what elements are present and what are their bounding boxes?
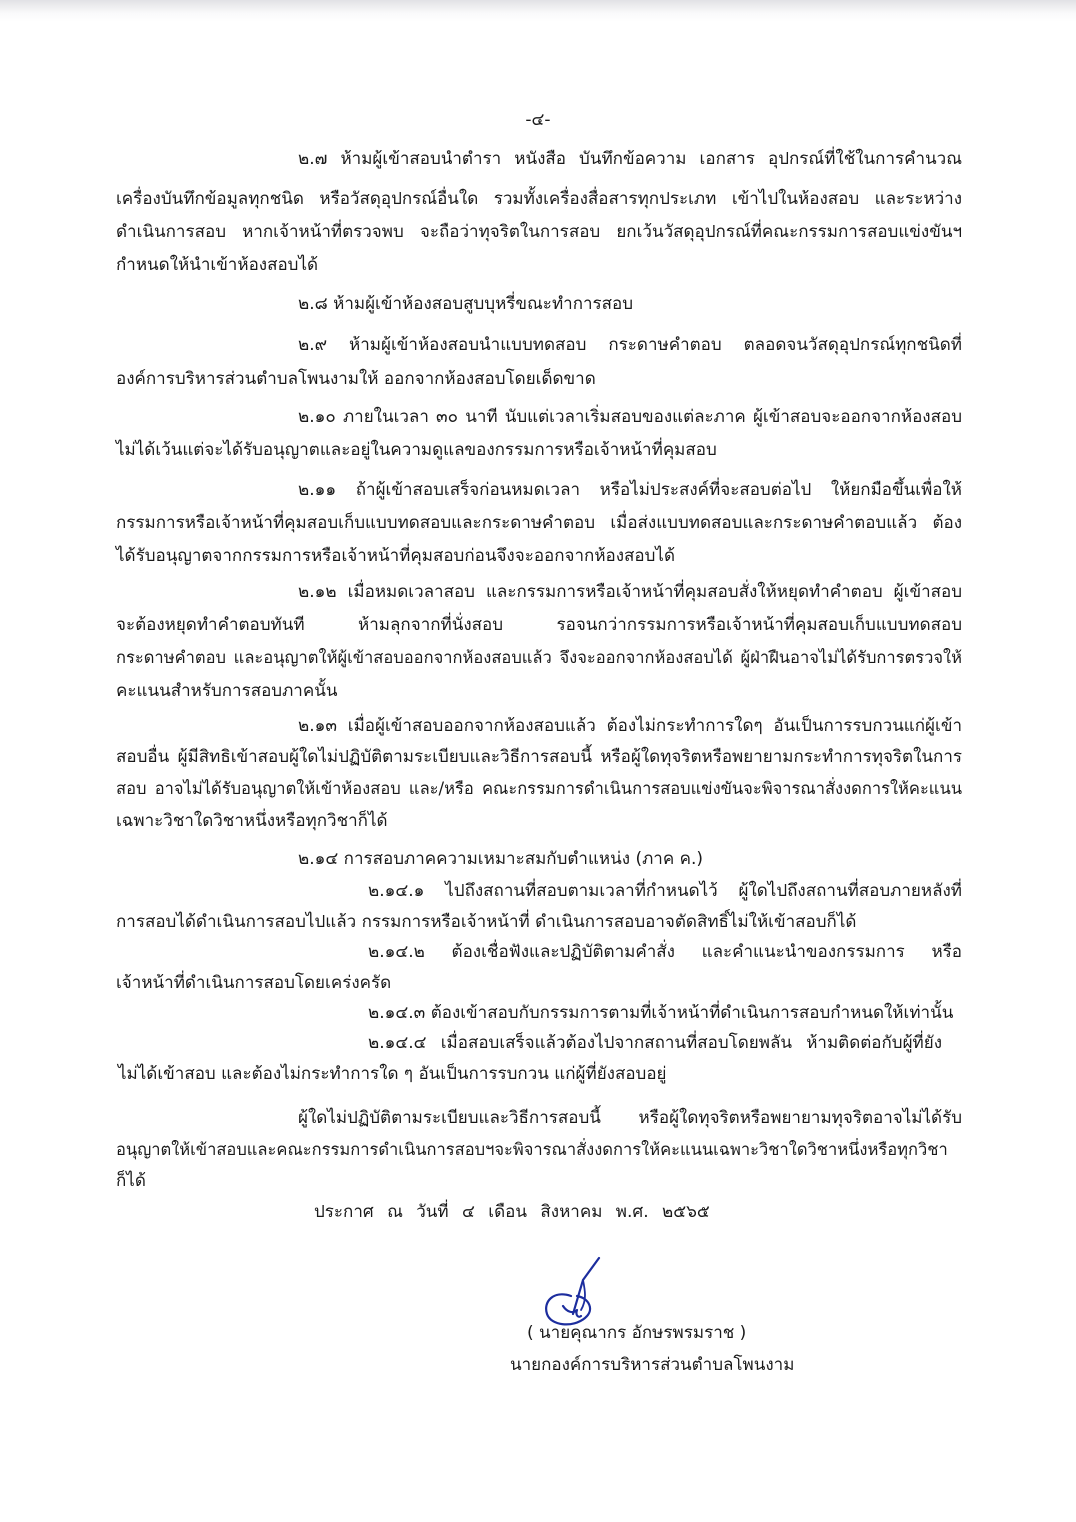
para-2-9-line-1: ๒.๙ ห้ามผู้เข้าห้องสอบนำแบบทดสอบ กระดาษคำตอบ ตลอดจนวัสดุอุปกรณ์ทุกชนิดที่	[298, 335, 962, 355]
announcement-date: ประกาศ ณ วันที่ ๔ เดือน สิงหาคม พ.ศ. ๒๕๖๕	[314, 1202, 710, 1222]
para-2-13-line-4: เฉพาะวิชาใดวิชาหนึ่งหรือทุกวิชาก็ได้	[116, 811, 388, 831]
para-2-9-line-2: องค์การบริหารส่วนตำบลโพนงามให้ ออกจากห้องสอบโดยเด็ดขาด	[116, 369, 596, 389]
para-2-12-line-4: คะแนนสำหรับการสอบภาคนั้น	[116, 681, 338, 701]
para-2-14-4-line-2: ไม่ได้เข้าสอบ และต้องไม่กระทำการใด ๆ อันเป็นการรบกวน แก่ผู้ที่ยังสอบอยู่	[118, 1064, 667, 1084]
para-2-7-line-1: ๒.๗ ห้ามผู้เข้าสอบนำตำรา หนังสือ บันทึกข้อความ เอกสาร อุปกรณ์ที่ใช้ในการคำนวณ	[298, 149, 962, 169]
para-2-13-line-2: สอบอื่น ผู้มีสิทธิเข้าสอบผู้ใดไม่ปฏิบัติตามระเบียบและวิธีการสอบนี้ หรือผู้ใดทุจริตหรือพยายามกระทำการทุจริตในการ	[116, 747, 962, 767]
para-2-8-line-1: ๒.๘ ห้ามผู้เข้าห้องสอบสูบบุหรี่ขณะทำการสอบ	[298, 294, 634, 314]
para-2-7-line-3: ดำเนินการสอบ หากเจ้าหน้าที่ตรวจพบ จะถือว่าทุจริตในการสอบ ยกเว้นวัสดุอุปกรณ์ที่คณะกรรมการสอบแข่งขันฯ	[116, 222, 962, 242]
para-2-11-line-1: ๒.๑๑ ถ้าผู้เข้าสอบเสร็จก่อนหมดเวลา หรือไม่ประสงค์ที่จะสอบต่อไป ให้ยกมือขึ้นเพื่อให้	[298, 480, 962, 500]
para-2-14-3-line-1: ๒.๑๔.๓ ต้องเข้าสอบกับกรรมการตามที่เจ้าหน้าที่ดำเนินการสอบกำหนดให้เท่านั้น	[368, 1003, 954, 1023]
para-2-14-1-line-2: การสอบได้ดำเนินการสอบไปแล้ว กรรมการหรือเจ้าหน้าที่ ดำเนินการสอบอาจตัดสิทธิ์ไม่ให้เข้าสอบก็ได้	[116, 912, 857, 932]
para-2-14-2-line-2: เจ้าหน้าที่ดำเนินการสอบโดยเคร่งครัด	[116, 973, 392, 993]
para-2-14-4-line-1: ๒.๑๔.๔ เมื่อสอบเสร็จแล้วต้องไปจากสถานที่สอบโดยพลัน ห้ามติดต่อกับผู้ที่ยัง	[368, 1033, 942, 1053]
para-2-11-line-2: กรรมการหรือเจ้าหน้าที่คุมสอบเก็บแบบทดสอบและกระดาษคำตอบ เมื่อส่งแบบทดสอบและกระดาษคำตอบแล้ว ต้อง	[116, 513, 962, 533]
para-2-7-line-4: กำหนดให้นำเข้าห้องสอบได้	[116, 255, 319, 275]
para-2-12-line-3: กระดาษคำตอบ และอนุญาตให้ผู้เข้าสอบออกจากห้องสอบแล้ว จึงจะออกจากห้องสอบได้ ผู้ฝ่าฝืนอาจไม่ได้รับการตรวจให้	[116, 648, 962, 667]
para-2-13-line-3: สอบ อาจไม่ได้รับอนุญาตให้เข้าห้องสอบ และ/หรือ คณะกรรมการดำเนินการสอบแข่งขันจะพิจารณาสั่งงดการให้คะแนน	[116, 779, 962, 798]
closing-para-line-1: ผู้ใดไม่ปฏิบัติตามระเบียบและวิธีการสอบนี้ หรือผู้ใดทุจริตหรือพยายามทุจริตอาจไม่ได้รับ	[298, 1108, 962, 1128]
para-2-13-line-1: ๒.๑๓ เมื่อผู้เข้าสอบออกจากห้องสอบแล้ว ต้องไม่กระทำการใดๆ อันเป็นการรบกวนแก่ผู้เข้า	[298, 716, 962, 736]
para-2-14-2-line-1: ๒.๑๔.๒ ต้องเชื่อฟังและปฏิบัติตามคำสั่ง และคำแนะนำของกรรมการ หรือ	[368, 942, 962, 962]
para-2-12-line-1: ๒.๑๒ เมื่อหมดเวลาสอบ และกรรมการหรือเจ้าหน้าที่คุมสอบสั่งให้หยุดทำคำตอบ ผู้เข้าสอบ	[298, 582, 962, 602]
scan-edge	[0, 0, 1076, 22]
closing-para-line-2: อนุญาตให้เข้าสอบและคณะกรรมการดำเนินการสอบฯจะพิจารณาสั่งงดการให้คะแนนเฉพาะวิชาใดวิชาหนึ่งหรือทุกวิชา	[116, 1140, 948, 1159]
para-2-11-line-3: ได้รับอนุญาตจากกรรมการหรือเจ้าหน้าที่คุมสอบก่อนจึงจะออกจากห้องสอบได้	[116, 546, 676, 566]
para-2-7-line-2: เครื่องบันทึกข้อมูลทุกชนิด หรือวัสดุอุปกรณ์อื่นใด รวมทั้งเครื่องสื่อสารทุกประเภท เข้าไปในห้องสอบ และระหว่าง	[116, 189, 962, 209]
para-2-12-line-2: จะต้องหยุดทำคำตอบทันที ห้ามลุกจากที่นั่งสอบ รอจนกว่ากรรมการหรือเจ้าหน้าที่คุมสอบเก็บแบบทดสอบ	[116, 615, 962, 635]
signatory-title: นายกองค์การบริหารส่วนตำบลโพนงาม	[510, 1355, 795, 1375]
para-2-10-line-1: ๒.๑๐ ภายในเวลา ๓๐ นาที นับแต่เวลาเริ่มสอบของแต่ละภาค ผู้เข้าสอบจะออกจากห้องสอบ	[298, 407, 962, 427]
page-number: -๔-	[525, 110, 551, 130]
signatory-name: ( นายคุณากร อักษรพรมราช )	[527, 1323, 747, 1343]
para-2-14-heading: ๒.๑๔ การสอบภาคความเหมาะสมกับตำแหน่ง (ภาค ค.)	[298, 849, 704, 869]
para-2-10-line-2: ไม่ได้เว้นแต่จะได้รับอนุญาตและอยู่ในความดูแลของกรรมการหรือเจ้าหน้าที่คุมสอบ	[116, 440, 717, 460]
closing-para-line-3: ก็ได้	[116, 1171, 146, 1191]
para-2-14-1-line-1: ๒.๑๔.๑ ไปถึงสถานที่สอบตามเวลาที่กำหนดไว้ ผู้ใดไปถึงสถานที่สอบภายหลังที่	[368, 881, 962, 901]
